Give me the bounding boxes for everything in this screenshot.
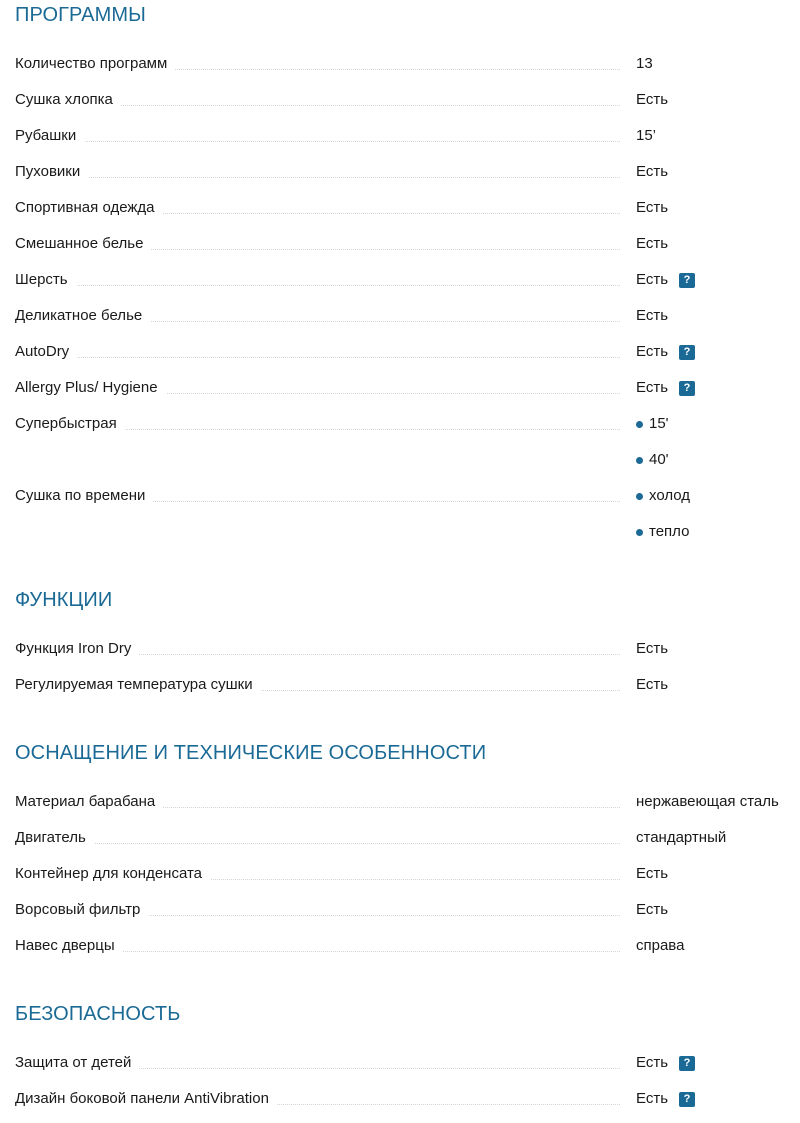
spec-value <box>636 415 669 433</box>
spec-value-text: Есть <box>636 901 669 918</box>
bullet-dot-icon <box>636 457 643 464</box>
help-question-icon[interactable]: ? <box>679 381 695 396</box>
spec-value <box>636 640 668 658</box>
spec-label: AutoDry <box>15 343 77 361</box>
help-question-icon[interactable]: ? <box>679 345 695 360</box>
spec-value-text: Есть <box>636 343 669 360</box>
dotted-leader <box>15 141 620 142</box>
spec-row-continuation <box>15 514 800 550</box>
spec-value <box>636 829 726 847</box>
spec-row-continuation <box>15 442 800 478</box>
spec-list <box>15 46 800 550</box>
spec-label: Рубашки <box>15 127 84 145</box>
spec-row <box>15 262 800 298</box>
spec-row <box>15 667 800 703</box>
spec-value-text: Есть <box>636 199 669 216</box>
spec-value <box>636 793 779 811</box>
bullet-dot-icon <box>636 421 643 428</box>
section-title: ПРОГРАММЫ <box>15 4 146 26</box>
spec-value <box>636 163 668 181</box>
section-title: БЕЗОПАСНОСТЬ <box>15 1003 181 1025</box>
spec-value-text: 13 <box>636 55 653 72</box>
help-question-icon[interactable]: ? <box>679 1092 695 1107</box>
spec-row <box>15 478 800 514</box>
help-question-icon[interactable]: ? <box>679 273 695 288</box>
spec-row <box>15 406 800 442</box>
spec-value <box>636 901 668 919</box>
spec-value <box>636 1054 695 1072</box>
spec-label: Дизайн боковой панели AntiVibration <box>15 1090 277 1108</box>
spec-value-text: Есть <box>636 163 669 180</box>
spec-row <box>15 820 800 856</box>
spec-value-text: Есть <box>636 1054 669 1071</box>
spec-row <box>15 370 800 406</box>
spec-label: Регулируемая температура сушки <box>15 676 261 694</box>
spec-row <box>15 82 800 118</box>
help-question-icon[interactable]: ? <box>679 1056 695 1071</box>
section-programs <box>15 2 800 540</box>
spec-value-text: Есть <box>636 379 669 396</box>
spec-label: Количество программ <box>15 55 175 73</box>
spec-value <box>636 235 668 253</box>
spec-value-text: Есть <box>636 676 669 693</box>
bullet-dot-icon <box>636 493 643 500</box>
section-title: ФУНКЦИИ <box>15 589 113 611</box>
spec-row <box>15 1045 800 1081</box>
spec-row <box>15 784 800 820</box>
spec-value-text: нержавеющая сталь <box>636 793 779 810</box>
spec-value <box>636 865 668 883</box>
spec-label: Материал барабана <box>15 793 163 811</box>
spec-label: Навес дверцы <box>15 937 123 955</box>
spec-value <box>636 91 668 109</box>
section-functions <box>15 587 800 693</box>
spec-value <box>636 55 653 73</box>
spec-row <box>15 334 800 370</box>
spec-value-text: 15' <box>649 415 669 432</box>
spec-value <box>636 451 669 469</box>
spec-row <box>15 892 800 928</box>
spec-label: Функция Iron Dry <box>15 640 139 658</box>
spec-label: Пуховики <box>15 163 88 181</box>
spec-row <box>15 46 800 82</box>
spec-row <box>15 190 800 226</box>
spec-value <box>636 487 690 505</box>
spec-row <box>15 631 800 667</box>
spec-row <box>15 226 800 262</box>
spec-value-text: Есть <box>636 640 669 657</box>
spec-label: Спортивная одежда <box>15 199 163 217</box>
spec-value-text: справа <box>636 937 685 954</box>
spec-label: Шерсть <box>15 271 76 289</box>
spec-label: Смешанное белье <box>15 235 151 253</box>
spec-value <box>636 1090 695 1108</box>
spec-row <box>15 154 800 190</box>
spec-value <box>636 307 668 325</box>
spec-list <box>15 1045 800 1117</box>
section-safety <box>15 1001 800 1107</box>
spec-row <box>15 298 800 334</box>
spec-list <box>15 784 800 964</box>
spec-label: Контейнер для конденсата <box>15 865 210 883</box>
spec-row <box>15 1081 800 1117</box>
spec-value <box>636 937 684 955</box>
spec-value <box>636 676 668 694</box>
spec-row <box>15 856 800 892</box>
spec-value <box>636 271 695 289</box>
spec-value <box>636 127 656 145</box>
spec-label: Двигатель <box>15 829 94 847</box>
section-title: ОСНАЩЕНИЕ И ТЕХНИЧЕСКИЕ ОСОБЕННОСТИ <box>15 742 487 764</box>
spec-label: Защита от детей <box>15 1054 139 1072</box>
spec-value <box>636 199 668 217</box>
dotted-leader <box>15 357 620 358</box>
spec-value-text: Есть <box>636 271 669 288</box>
spec-label: Супербыстрая <box>15 415 125 433</box>
spec-value-text: Есть <box>636 865 669 882</box>
spec-row <box>15 928 800 964</box>
spec-value-text: холод <box>649 487 691 504</box>
spec-label: Allergy Plus/ Hygiene <box>15 379 166 397</box>
dotted-leader <box>15 843 620 844</box>
spec-value-text: Есть <box>636 235 669 252</box>
spec-row <box>15 118 800 154</box>
spec-label: Сушка по времени <box>15 487 153 505</box>
section-equipment <box>15 740 800 954</box>
bullet-dot-icon <box>636 529 643 536</box>
spec-value-text: стандартный <box>636 829 727 846</box>
dotted-leader <box>15 285 620 286</box>
spec-label: Ворсовый фильтр <box>15 901 148 919</box>
spec-value-text: Есть <box>636 307 669 324</box>
spec-value-text: Есть <box>636 1090 669 1107</box>
spec-value-text: тепло <box>649 523 690 540</box>
spec-value <box>636 379 695 397</box>
spec-value-text: 40' <box>649 451 669 468</box>
spec-value <box>636 523 689 541</box>
dotted-leader <box>15 177 620 178</box>
spec-value <box>636 343 695 361</box>
spec-label: Деликатное белье <box>15 307 150 325</box>
spec-label: Сушка хлопка <box>15 91 121 109</box>
spec-value-text: 15’ <box>636 127 657 144</box>
spec-list <box>15 631 800 703</box>
spec-value-text: Есть <box>636 91 669 108</box>
